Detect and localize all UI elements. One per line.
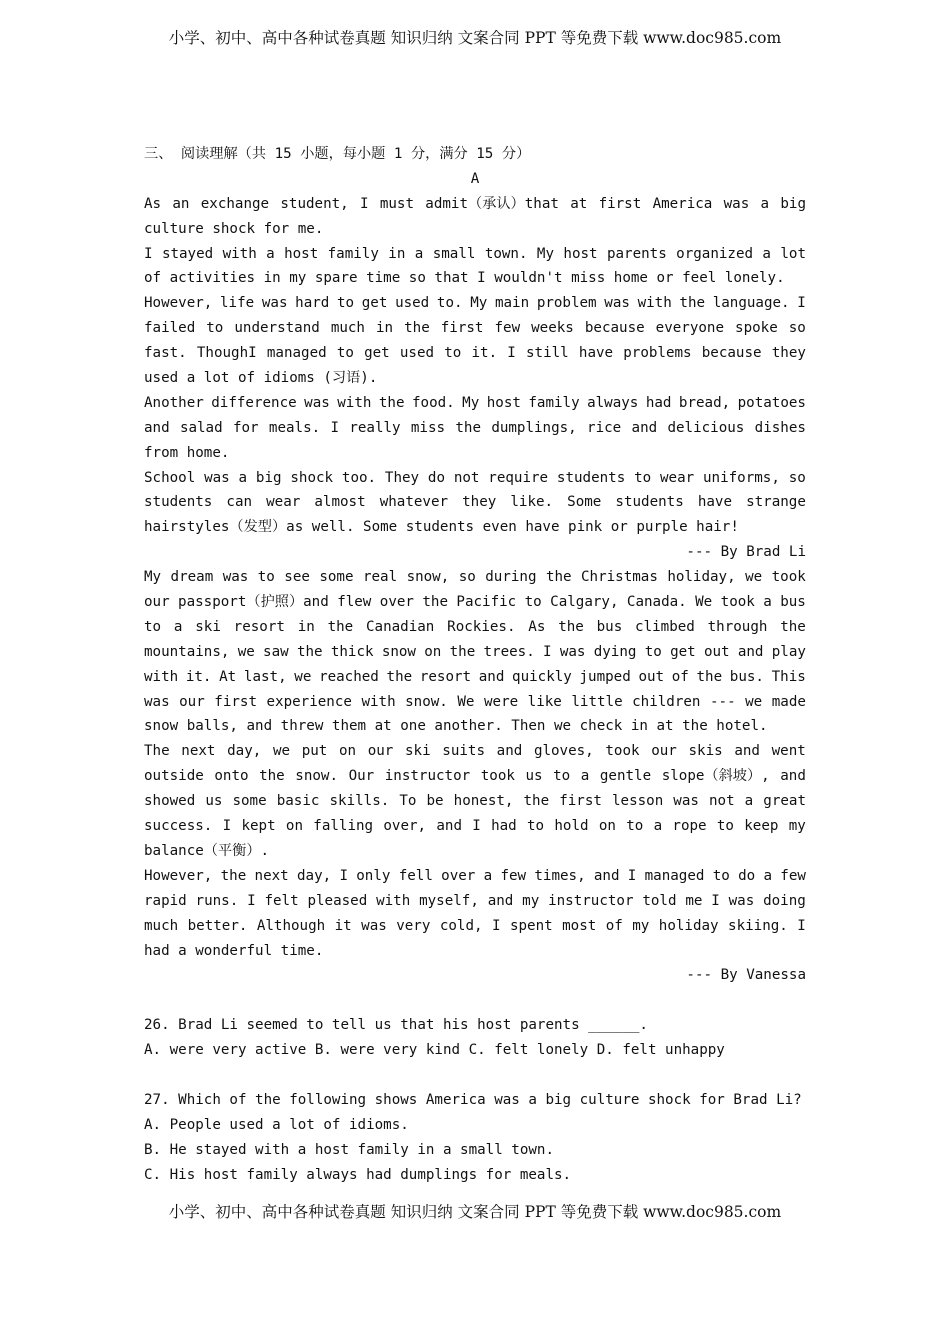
passage-line: had a wonderful time.: [144, 942, 324, 959]
passage-line: hairstyles（发型）as well. Some students even have pink or purple hair!: [144, 519, 739, 536]
passage-label: A: [470, 170, 480, 187]
passage-line: much better. Although it was very cold, I spent most of my holiday skiing. I: [144, 917, 806, 934]
passage-line: and salad for meals. I really miss the dumplings, rice and delicious dishes: [144, 419, 806, 436]
passage-line: showed us some basic skills. To be honest, the first lesson was not a great: [144, 793, 806, 810]
question-option-a: A. People used a lot of idioms.: [144, 1116, 409, 1133]
passage-line: School was a big shock too. They do not require students to wear uniforms, so: [144, 469, 806, 486]
passage-line: our passport（护照）and flew over the Pacific to Calgary, Canada. We took a bus: [144, 594, 806, 611]
passage-signature: --- By Brad Li: [686, 544, 806, 561]
question-stem: 26. Brad Li seemed to tell us that his host parents ______.: [144, 1017, 648, 1034]
passage-line: mountains, we saw the thick snow on the trees. I was dying to get out and play: [144, 643, 806, 660]
passage-line: My dream was to see some real snow, so during the Christmas holiday, we took: [144, 569, 806, 586]
passage-line: Another difference was with the food. My host family always had bread, potatoes: [144, 394, 806, 411]
passage-line: snow balls, and threw them at one another. Then we check in at the hotel.: [144, 718, 768, 735]
page-header: 小学、初中、高中各种试卷真题 知识归纳 文案合同 PPT 等免费下载 www.doc985.com: [168, 29, 782, 47]
passage-line: However, life was hard to get used to. My main problem was with the language. I: [144, 295, 806, 312]
question-options: A. were very active B. were very kind C. felt lonely D. felt unhappy: [144, 1042, 725, 1059]
question-option-c: C. His host family always had dumplings for meals.: [144, 1166, 572, 1183]
document-body: [144, 142, 806, 1187]
passage-line: As an exchange student, I must admit（承认）that at first America was a big: [144, 195, 806, 212]
passage-vanessa: [144, 565, 806, 988]
passage-line: used a lot of idioms (习语).: [144, 370, 378, 387]
passage-signature: --- By Vanessa: [686, 967, 806, 984]
passage-line: However, the next day, I only fell over a few times, and I managed to do a few: [144, 867, 806, 884]
passage-line: outside onto the snow. Our instructor took us to a gentle slope（斜坡）, and: [144, 768, 806, 785]
passage-brad-li: [144, 192, 806, 565]
passage-line: culture shock for me.: [144, 220, 324, 237]
question-option-b: B. He stayed with a host family in a small town.: [144, 1141, 554, 1158]
passage-line: failed to understand much in the first few weeks because everyone spoke so: [144, 320, 806, 337]
passage-line: from home.: [144, 444, 230, 461]
passage-line: to a ski resort in the Canadian Rockies. As the bus climbed through the: [144, 618, 806, 635]
passage-line: success. I kept on falling over, and I had to hold on to a rope to keep my: [144, 818, 806, 835]
passage-line: I stayed with a host family in a small town. My host parents organized a lot: [144, 245, 806, 262]
passage-line: The next day, we put on our ski suits and gloves, took our skis and went: [144, 743, 806, 760]
passage-line: of activities in my spare time so that I wouldn't miss home or feel lonely.: [144, 270, 785, 287]
question-26: [144, 1013, 806, 1063]
passage-line: fast. ThoughI managed to get used to it. I still have problems because they: [144, 345, 806, 362]
question-27: [144, 1088, 806, 1188]
passage-line: students can wear almost whatever they like. Some students have strange: [144, 494, 806, 511]
section-title: 三、 阅读理解（共 15 小题，每小题 1 分，满分 15 分）: [144, 146, 531, 162]
question-stem: 27. Which of the following shows America was a big culture shock for Brad Li?: [144, 1091, 802, 1108]
passage-line: with it. At last, we reached the resort and quickly jumped out of the bus. This: [144, 668, 806, 685]
passage-line: was our first experience with snow. We were like little children --- we made: [144, 693, 806, 710]
passage-line: balance（平衡）.: [144, 842, 270, 859]
passage-line: rapid runs. I felt pleased with myself, and my instructor told me I was doing: [144, 892, 806, 909]
page-footer: 小学、初中、高中各种试卷真题 知识归纳 文案合同 PPT 等免费下载 www.doc985.com: [168, 1203, 782, 1221]
